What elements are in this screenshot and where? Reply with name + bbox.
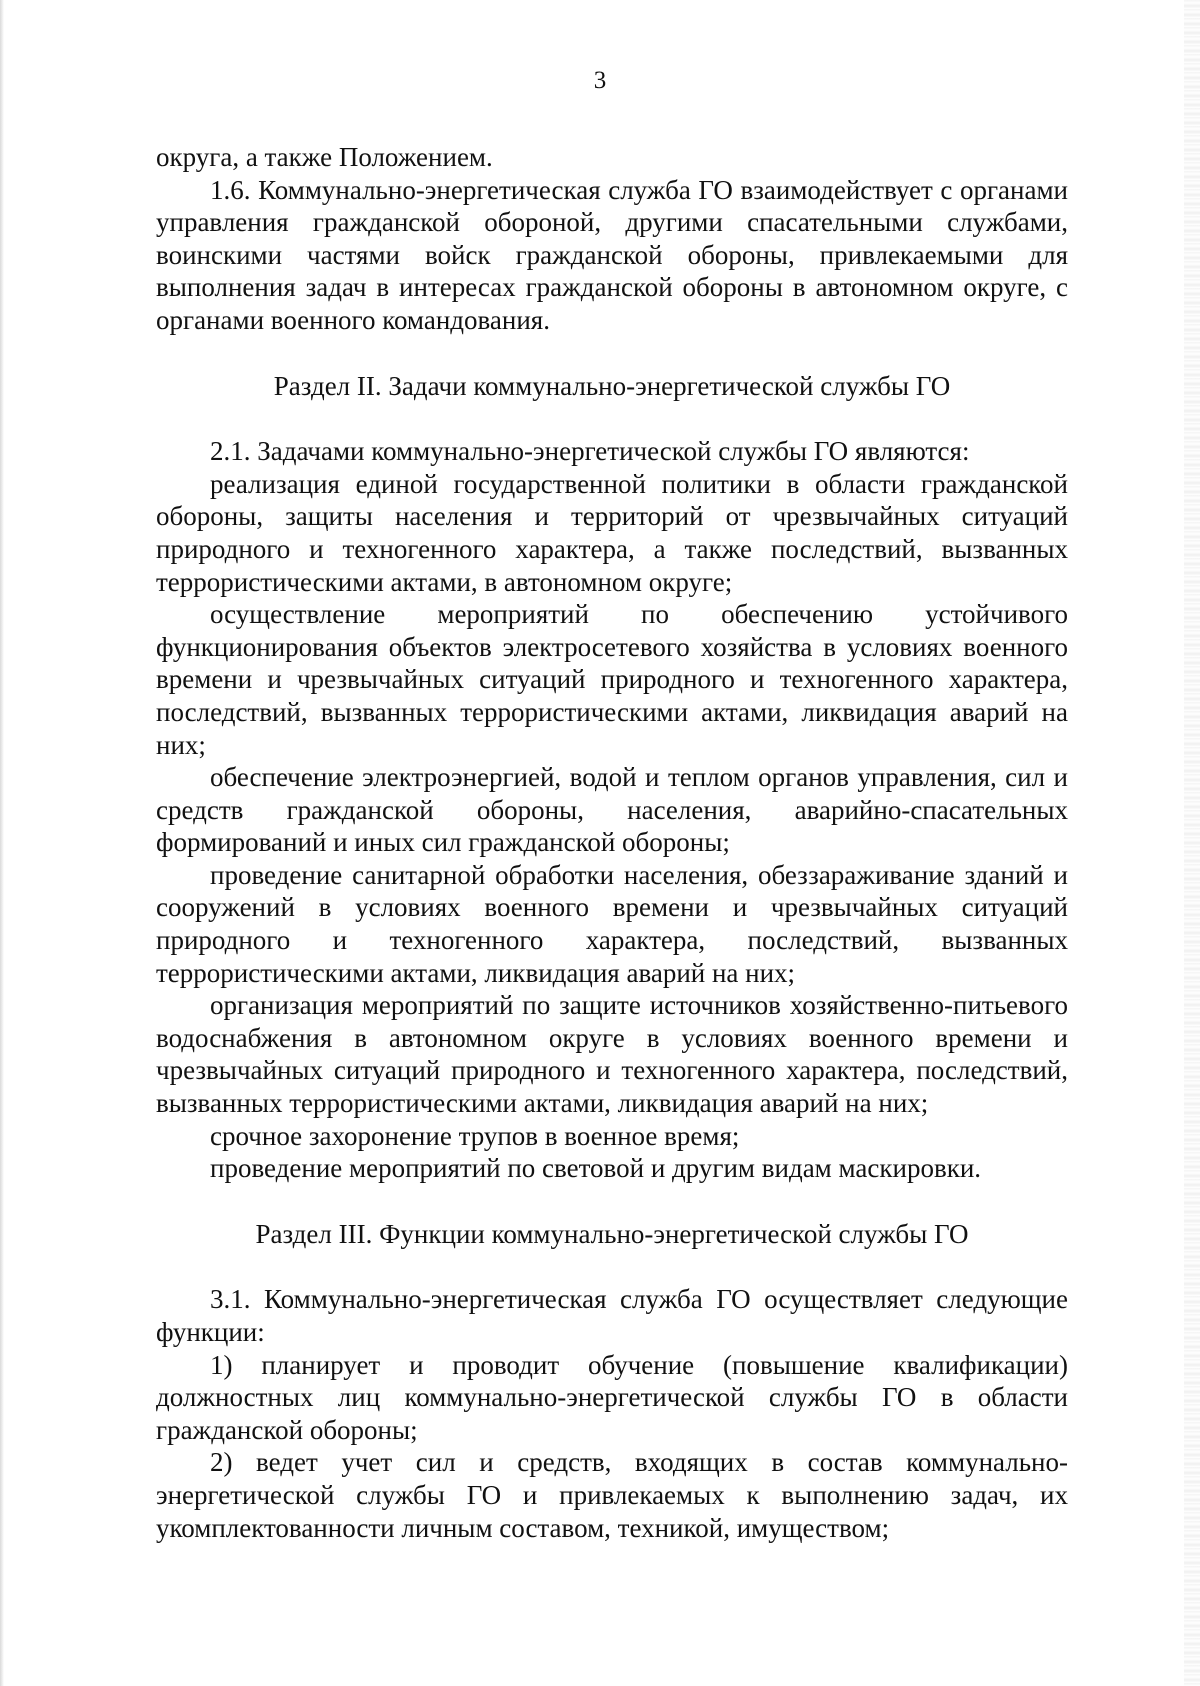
- scan-edge-left: [0, 0, 4, 1686]
- function-item: 1) планирует и проводит обучение (повышение квалификации) должностных лиц коммунально-энергетической службы ГО в области гражданской обороны;: [156, 1349, 1068, 1445]
- paragraph-3-1: 3.1. Коммунально-энергетическая служба ГО осуществляет следующие функции:: [156, 1284, 1068, 1347]
- task-item: проведение санитарной обработки населения, обеззараживание зданий и сооружений в условиях военного времени и чрезвычайных ситуаций природного и техногенного характера, последствий, вызванных террористическими актами, ликвидация аварий на них;: [156, 859, 1068, 988]
- section-2-heading: Раздел II. Задачи коммунально-энергетической службы ГО: [273, 370, 951, 401]
- paragraph-1-6: 1.6. Коммунально-энергетическая служба ГО взаимодействует с органами управления гражданской обороной, другими спасательными службами, воинскими частями войск гражданской обороны, привлекаемыми для выполнения задач в интересах гражданской обороны в автономном округе, с органами военного командования.: [156, 174, 1068, 335]
- task-item: обеспечение электроэнергией, водой и теплом органов управления, сил и средств гражданской обороны, населения, аварийно-спасательных формирований и иных сил гражданской обороны;: [156, 762, 1068, 858]
- scan-edge-right: [1184, 0, 1200, 1686]
- continuation-line: округа, а также Положением.: [156, 142, 493, 172]
- task-item: осуществление мероприятий по обеспечению устойчивого функционирования объектов электросетевого хозяйства в условиях военного времени и чрезвычайных ситуаций природного и техногенного характера, последствий, вызванных террористическими актами, ликвидация аварий на них;: [156, 599, 1068, 760]
- paragraph-2-1: 2.1. Задачами коммунально-энергетической службы ГО являются:: [210, 436, 970, 467]
- document-body: [156, 141, 1068, 1544]
- task-item: реализация единой государственной политики в области гражданской обороны, защиты населения и территорий от чрезвычайных ситуаций природного и техногенного характера, а также последствий, вызванных террористическими актами, в автономном округе;: [156, 468, 1068, 597]
- task-item: проведение мероприятий по световой и другим видам маскировки.: [210, 1153, 982, 1184]
- task-item: срочное захоронение трупов в военное время;: [210, 1120, 740, 1151]
- page-number: 3: [593, 67, 607, 94]
- section-3-heading: Раздел III. Функции коммунально-энергетической службы ГО: [255, 1218, 969, 1249]
- task-item: организация мероприятий по защите источников хозяйственно-питьевого водоснабжения в автономном округе в условиях военного времени и чрезвычайных ситуаций природного и техногенного характера, последствий, вызванных террористическими актами, ликвидация аварий на них;: [156, 990, 1068, 1119]
- function-item: 2) ведет учет сил и средств, входящих в состав коммунально-энергетической службы ГО и привлекаемых к выполнению задач, их укомплектованности личным составом, техникой, имуществом;: [156, 1447, 1068, 1543]
